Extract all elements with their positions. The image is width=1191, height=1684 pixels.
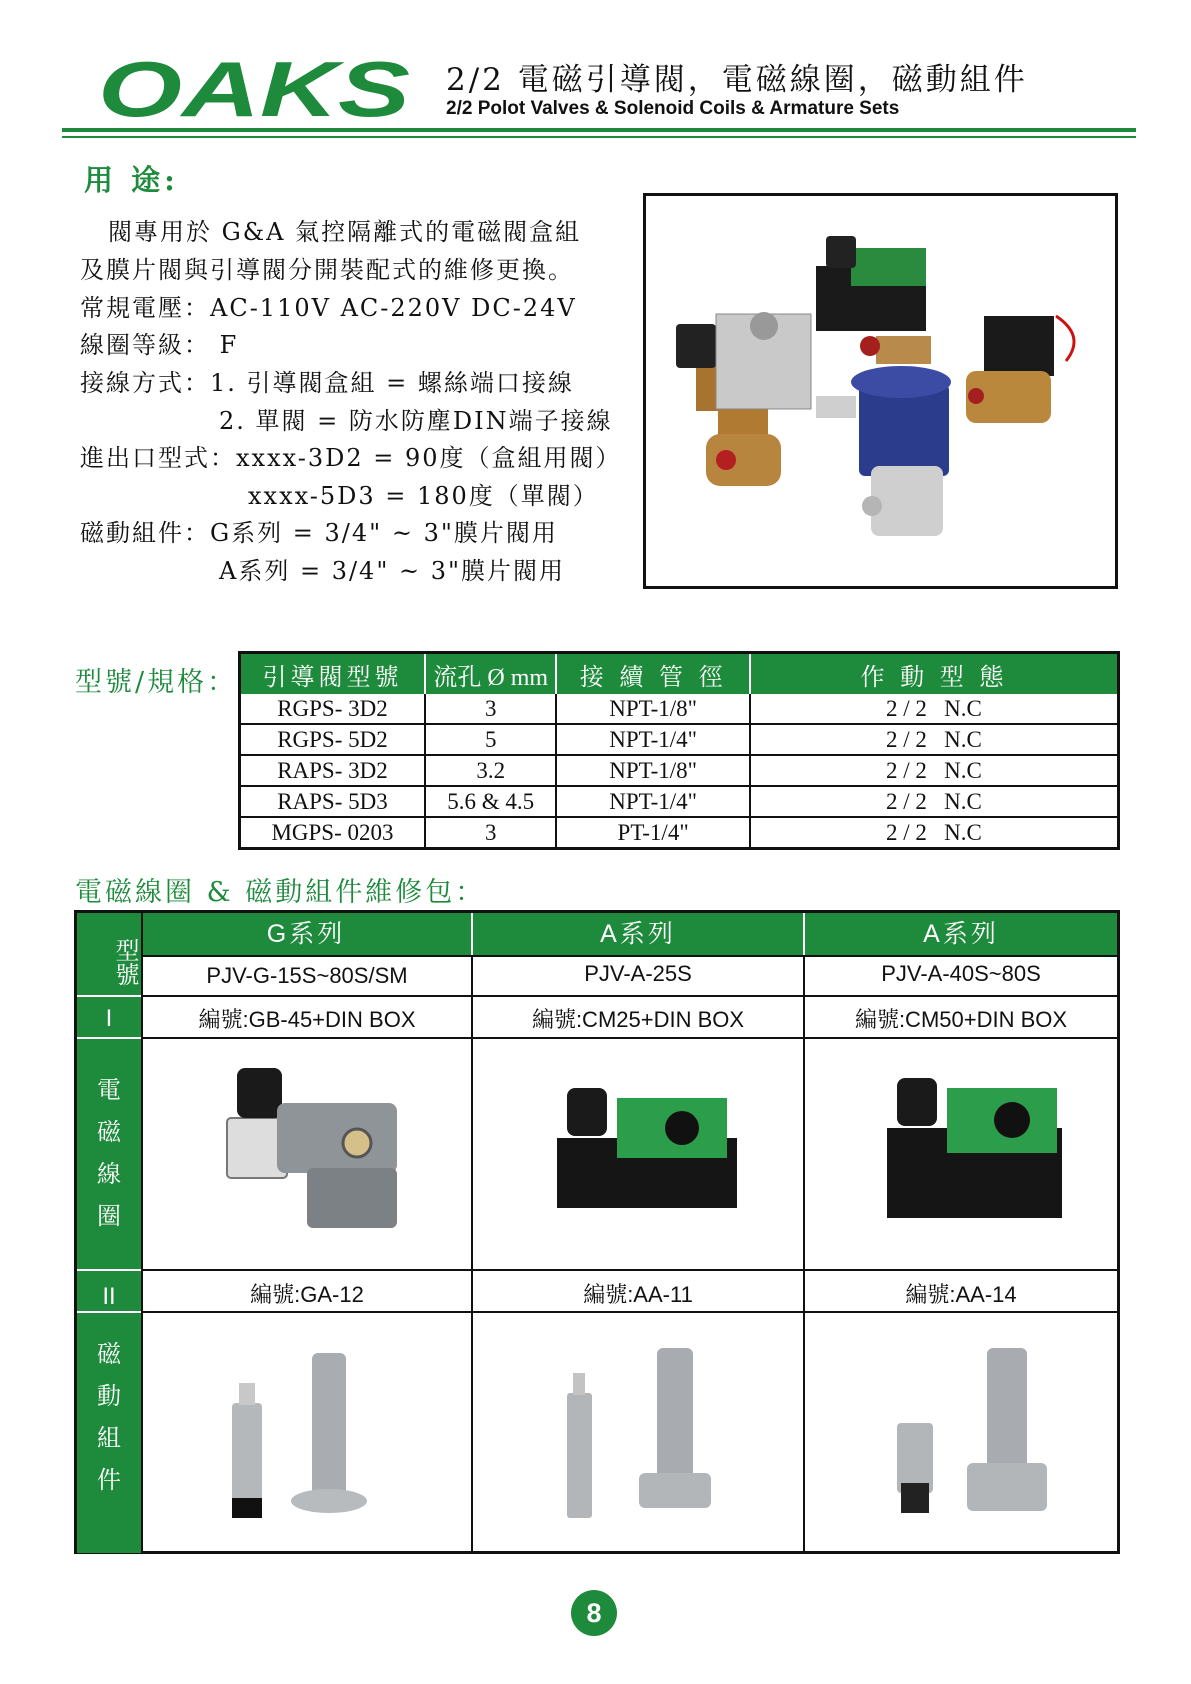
usage-line: 線圈等級： F bbox=[80, 331, 239, 359]
spec-cell: 5.6 & 4.5 bbox=[425, 786, 557, 817]
repair-kit-table bbox=[74, 910, 1120, 1554]
table-row bbox=[240, 694, 1119, 724]
header-rule-thin bbox=[62, 136, 1136, 138]
spec-header-port: 接 續 管 徑 bbox=[556, 653, 749, 695]
usage-line: xxxx-5D3 = 180度（單閥） bbox=[248, 482, 599, 510]
coil-code-g: 編號:GB-45+DIN BOX bbox=[198, 1007, 416, 1032]
table-row bbox=[240, 817, 1119, 849]
spec-cell: RAPS- 5D3 bbox=[240, 786, 425, 817]
spec-header-type: 作 動 型 態 bbox=[750, 653, 1119, 695]
spec-cell: MGPS- 0203 bbox=[240, 817, 425, 849]
coil-image-g bbox=[217, 1058, 417, 1248]
logo-text: OAKS bbox=[98, 58, 410, 120]
spec-cell: NPT-1/4" bbox=[556, 786, 749, 817]
page-title-en: 2/2 Polot Valves & Solenoid Coils & Armature Sets bbox=[446, 98, 900, 119]
spec-cell: 3.2 bbox=[425, 755, 557, 786]
side-label-armature: 磁 動 組 件 bbox=[97, 1340, 121, 1494]
usage-line: 進出口型式：xxxx-3D2 = 90度（盒組用閥） bbox=[80, 444, 622, 472]
spec-cell: PT-1/4" bbox=[556, 817, 749, 849]
spec-table bbox=[238, 651, 1120, 850]
usage-heading: 用 途: bbox=[84, 163, 179, 197]
model-a40: PJV-A-40S~80S bbox=[881, 961, 1041, 986]
repair-heading: 電磁線圈 & 磁動組件維修包： bbox=[75, 877, 486, 908]
spec-cell: RGPS- 5D2 bbox=[240, 724, 425, 755]
armature-image-g bbox=[217, 1333, 417, 1533]
model-a25: PJV-A-25S bbox=[584, 961, 692, 986]
page-title-cn: 2/2 電磁引導閥，電磁線圈，磁動組件 bbox=[446, 62, 1028, 98]
spec-cell: 2 / 2 N.C bbox=[750, 694, 1119, 724]
spec-cell: 3 bbox=[425, 817, 557, 849]
usage-line: 閥專用於 G&A 氣控隔離式的電磁閥盒組 bbox=[108, 218, 582, 246]
spec-cell: 5 bbox=[425, 724, 557, 755]
spec-cell: 2 / 2 N.C bbox=[885, 820, 982, 845]
spec-cell: NPT-1/4" bbox=[556, 724, 749, 755]
page-number: 8 bbox=[571, 1590, 617, 1636]
series-header-g: G系列 bbox=[141, 913, 471, 955]
table-row bbox=[240, 724, 1119, 755]
coil-image-a25 bbox=[547, 1058, 747, 1248]
series-header-a25: A系列 bbox=[473, 913, 803, 955]
product-photo bbox=[643, 193, 1118, 589]
table-row bbox=[240, 755, 1119, 786]
armature-image-a25 bbox=[547, 1333, 747, 1533]
series-header-a40: A系列 bbox=[805, 913, 1117, 955]
armature-code-a25: 編號:AA-11 bbox=[583, 1282, 693, 1307]
side-label-coil: 電 磁 線 圈 bbox=[97, 1076, 121, 1230]
header-rule bbox=[62, 128, 1136, 132]
spec-cell: 2 / 2 N.C bbox=[750, 755, 1119, 786]
coil-code-a40: 編號:CM50+DIN BOX bbox=[854, 1007, 1068, 1032]
spec-cell: 3 bbox=[425, 694, 557, 724]
usage-line: 接線方式：1. 引導閥盒組 = 螺絲端口接線 bbox=[80, 369, 574, 397]
spec-header-orifice: 流孔 Ø mm bbox=[425, 653, 557, 695]
spec-heading: 型號/規格： bbox=[75, 667, 238, 698]
oaks-logo bbox=[98, 58, 410, 120]
spec-cell: RAPS- 3D2 bbox=[240, 755, 425, 786]
spec-cell: NPT-1/8" bbox=[556, 694, 749, 724]
usage-line: 常規電壓：AC-110V AC-220V DC-24V bbox=[80, 294, 577, 322]
spec-cell: 2 / 2 N.C bbox=[750, 724, 1119, 755]
coil-code-a25: 編號:CM25+DIN BOX bbox=[531, 1007, 745, 1032]
spec-cell: RGPS- 3D2 bbox=[240, 694, 425, 724]
spec-header-model: 引導閥型號 bbox=[240, 653, 425, 695]
usage-line: A系列 = 3/4" ~ 3"膜片閥用 bbox=[219, 557, 566, 585]
table-row bbox=[240, 786, 1119, 817]
armature-code-g: 編號:GA-12 bbox=[250, 1282, 364, 1307]
side-label-model: 型號 bbox=[111, 938, 139, 986]
armature-code-a40: 編號:AA-14 bbox=[905, 1282, 1017, 1307]
model-g: PJV-G-15S~80S/SM bbox=[206, 963, 408, 988]
usage-line: 磁動組件：G系列 = 3/4" ~ 3"膜片閥用 bbox=[80, 519, 558, 547]
usage-line: 及膜片閥與引導閥分開裝配式的維修更換。 bbox=[80, 256, 574, 284]
usage-line: 2. 單閥 = 防水防塵DIN端子接線 bbox=[219, 407, 613, 435]
side-label-i: I bbox=[105, 1005, 113, 1032]
spec-cell: NPT-1/8" bbox=[556, 755, 749, 786]
spec-cell: 2 / 2 N.C bbox=[750, 786, 1119, 817]
side-label-ii: II bbox=[102, 1283, 116, 1310]
armature-image-a40 bbox=[877, 1333, 1077, 1533]
coil-image-a40 bbox=[877, 1058, 1077, 1248]
